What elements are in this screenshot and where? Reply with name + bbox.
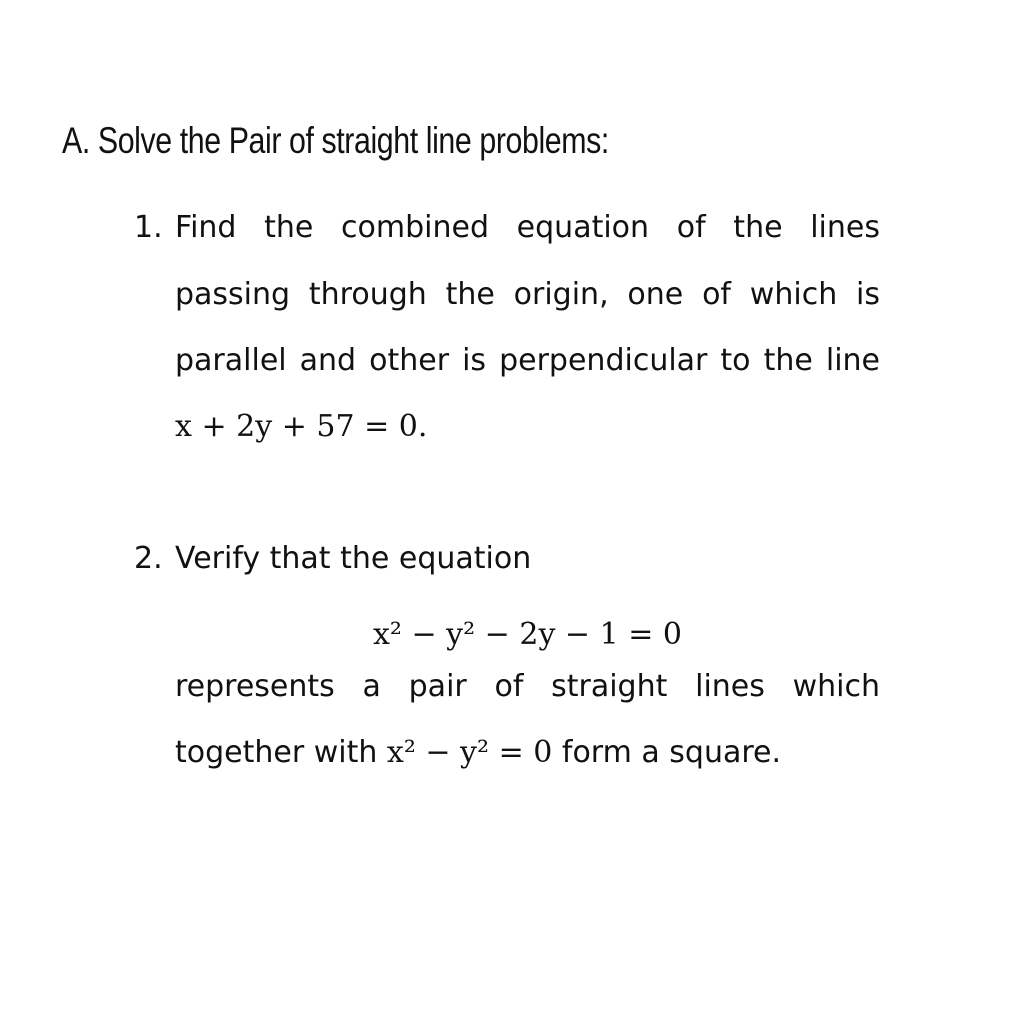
problem-text-line: passing through the origin, one of which is [175, 277, 880, 312]
problem-number: 1. [134, 210, 163, 245]
display-equation: x² − y² − 2y − 1 = 0 [373, 617, 682, 652]
problem-text-line: parallel and other is perpendicular to the line [175, 343, 880, 378]
text-segment: together with [175, 735, 387, 770]
problem-equation: x + 2y + 57 = 0. [175, 409, 428, 444]
problem-text-line [175, 735, 880, 770]
problem-text-line: Find the combined equation of the lines [175, 210, 880, 245]
problem-text-line: represents a pair of straight lines which [175, 669, 880, 704]
problem-text-line: Verify that the equation [175, 541, 532, 576]
inline-equation: x² − y² = 0 [386, 735, 553, 770]
problem-number: 2. [134, 541, 163, 576]
text-segment: form a square. [552, 735, 782, 770]
section-heading: A. Solve the Pair of straight line problems: [62, 120, 609, 161]
